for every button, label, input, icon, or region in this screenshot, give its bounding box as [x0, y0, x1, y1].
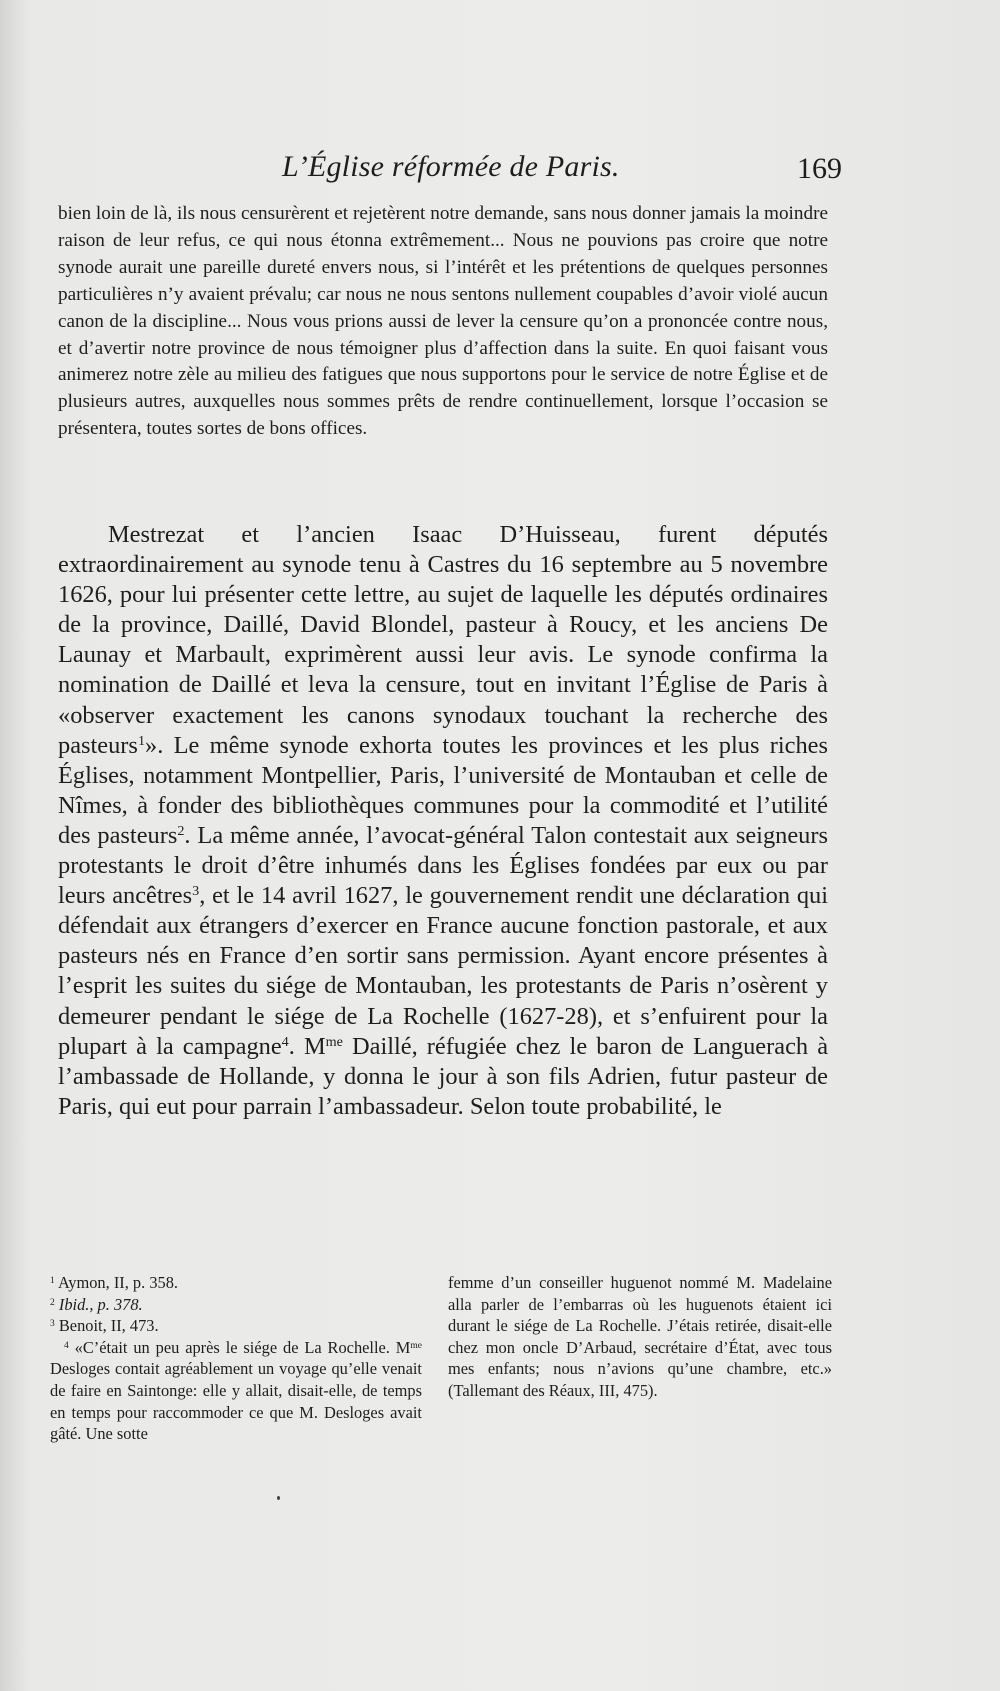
- text-segment: Mestrezat et l’ancien Isaac D’Huisseau, furent députés extraordinairement au synode tenu à Castres du 16 septembre au 5 novembre 1626, pour lui présenter cette lettre, au sujet de laquelle les députés ordinaires de la province, Daillé, David Blondel, pasteur à Roucy, et les anciens De Launay et Marbault, exprimèrent aussi leur avis. Le synode confirma la nomination de Daillé et leva la censure, tout en invitant l’Église de Paris à «observer exactement les canons synodaux touchant la recherche des pasteurs: [58, 521, 828, 759]
- footnote-text: Benoit, II, 473.: [58, 1316, 159, 1336]
- scan-speck: [277, 1496, 280, 1500]
- footnote-ref-1: 1: [137, 732, 146, 749]
- footnote-2: [50, 1294, 422, 1316]
- text-segment: ». Le même synode exhorta toutes les provinces et les plus riches Églises, notamment Montpellier, Paris, l’université de Montauban et celle de Nîmes, à fonder des bibliothèques communes pour la commodité et l’utilité des pasteurs: [58, 731, 828, 849]
- running-title: L’Église réformée de Paris.: [282, 150, 620, 183]
- footnote-mark: 3: [50, 1318, 55, 1329]
- text-segment: , et le 14 avril 1627, le gouvernement rendit une déclaration qui défendait aux étrangers d’exercer en France aucune fonction pastorale, et aux pasteurs nés en France d’en sortir sans permission. Ayant encore présentes à l’esprit les suites du siége de Montauban, les protestants de Paris n’osèrent y demeurer pendant le siége de La Rochelle (1627-28), et s’enfuirent pour la plupart à la campagne: [58, 882, 828, 1060]
- running-head: [282, 150, 842, 194]
- footnote-ref-3: 3: [192, 883, 200, 900]
- text-segment: . M: [288, 1032, 326, 1060]
- footnote-text: Desloges contait agréablement un voyage qu’elle venait de faire en Saintonge: elle y allait, disait-elle, de temps en temps pour raccommoder ce que M. Desloges avait gâté. Une sotte: [50, 1359, 422, 1444]
- footnote-mark: 1: [50, 1275, 55, 1286]
- footnotes: [50, 1272, 830, 1472]
- footnote-text: Ibid., p. 378.: [58, 1294, 143, 1314]
- footnotes-right-column: [448, 1272, 832, 1402]
- text-segment: Daillé, réfugiée chez le baron de Languerach à l’ambassade de Hollande, y donna le jour à son fils Adrien, futur pasteur de Paris, qui eut pour parrain l’ambassadeur. Selon toute probabilité, le: [58, 1032, 829, 1120]
- title-abbreviation: me: [410, 1340, 422, 1351]
- footnote-1: [50, 1272, 422, 1294]
- footnote-mark: 2: [50, 1297, 55, 1308]
- main-paragraph: [58, 520, 828, 1122]
- footnote-3: [50, 1315, 422, 1337]
- page-number: 169: [797, 152, 842, 185]
- footnote-ref-2: 2: [177, 823, 185, 840]
- footnote-text: Aymon, II, p. 358.: [57, 1273, 179, 1292]
- main-text: [58, 520, 828, 1122]
- quoted-letter-text: bien loin de là, ils nous censurèrent et rejetèrent notre demande, sans nous donner jamais la moindre raison de leur refus, ce qui nous étonna extrêmement... Nous ne pouvions pas croire que notre synode aurait une pareille dureté envers nous, si l’intérêt et les prétentions de quelques personnes particulières n’y avaient prévalu; car nous ne nous sentons nullement coupables d’avoir violé aucun canon de la discipline... Nous vous prions aussi de lever la censure qu’on a prononcée contre nous, et d’avertir notre province de nous témoigner plus d’affection dans la suite. En quoi faisant vous animerez notre zèle au milieu des fatigues que nous supportons pour le service de notre Église et de plusieurs autres, auxquelles nous sommes prêts de rendre continuellement, lorsque l’occasion se présentera, toutes sortes de bons offices.: [58, 203, 828, 440]
- title-abbreviation: me: [325, 1033, 343, 1050]
- footnote-text: «C’était un peu après le siége de La Rochelle. M: [74, 1337, 411, 1357]
- footnote-4-continued: femme d’un conseiller huguenot nommé M. Madelaine alla parler de l’embarras où les huguenots étaient ici durant le siége de La Rochelle. J’étais retirée, disait-elle chez mon oncle D’Arbaud, secrétaire d’État, avec tous mes enfants; nous n’avions qu’une chambre, etc.» (Tallemant des Réaux, III, 475).: [448, 1273, 832, 1400]
- footnote-ref-4: 4: [281, 1033, 289, 1050]
- text-segment: . La même année, l’avocat-général Talon contestait aux seigneurs protestants le droit d’être inhumés dans les Églises fondées par eux ou par leurs ancêtres: [58, 821, 828, 910]
- footnotes-left-column: [50, 1272, 422, 1445]
- footnote-mark: 4: [64, 1340, 69, 1351]
- footnote-4: [50, 1337, 422, 1445]
- quoted-letter: [58, 201, 828, 443]
